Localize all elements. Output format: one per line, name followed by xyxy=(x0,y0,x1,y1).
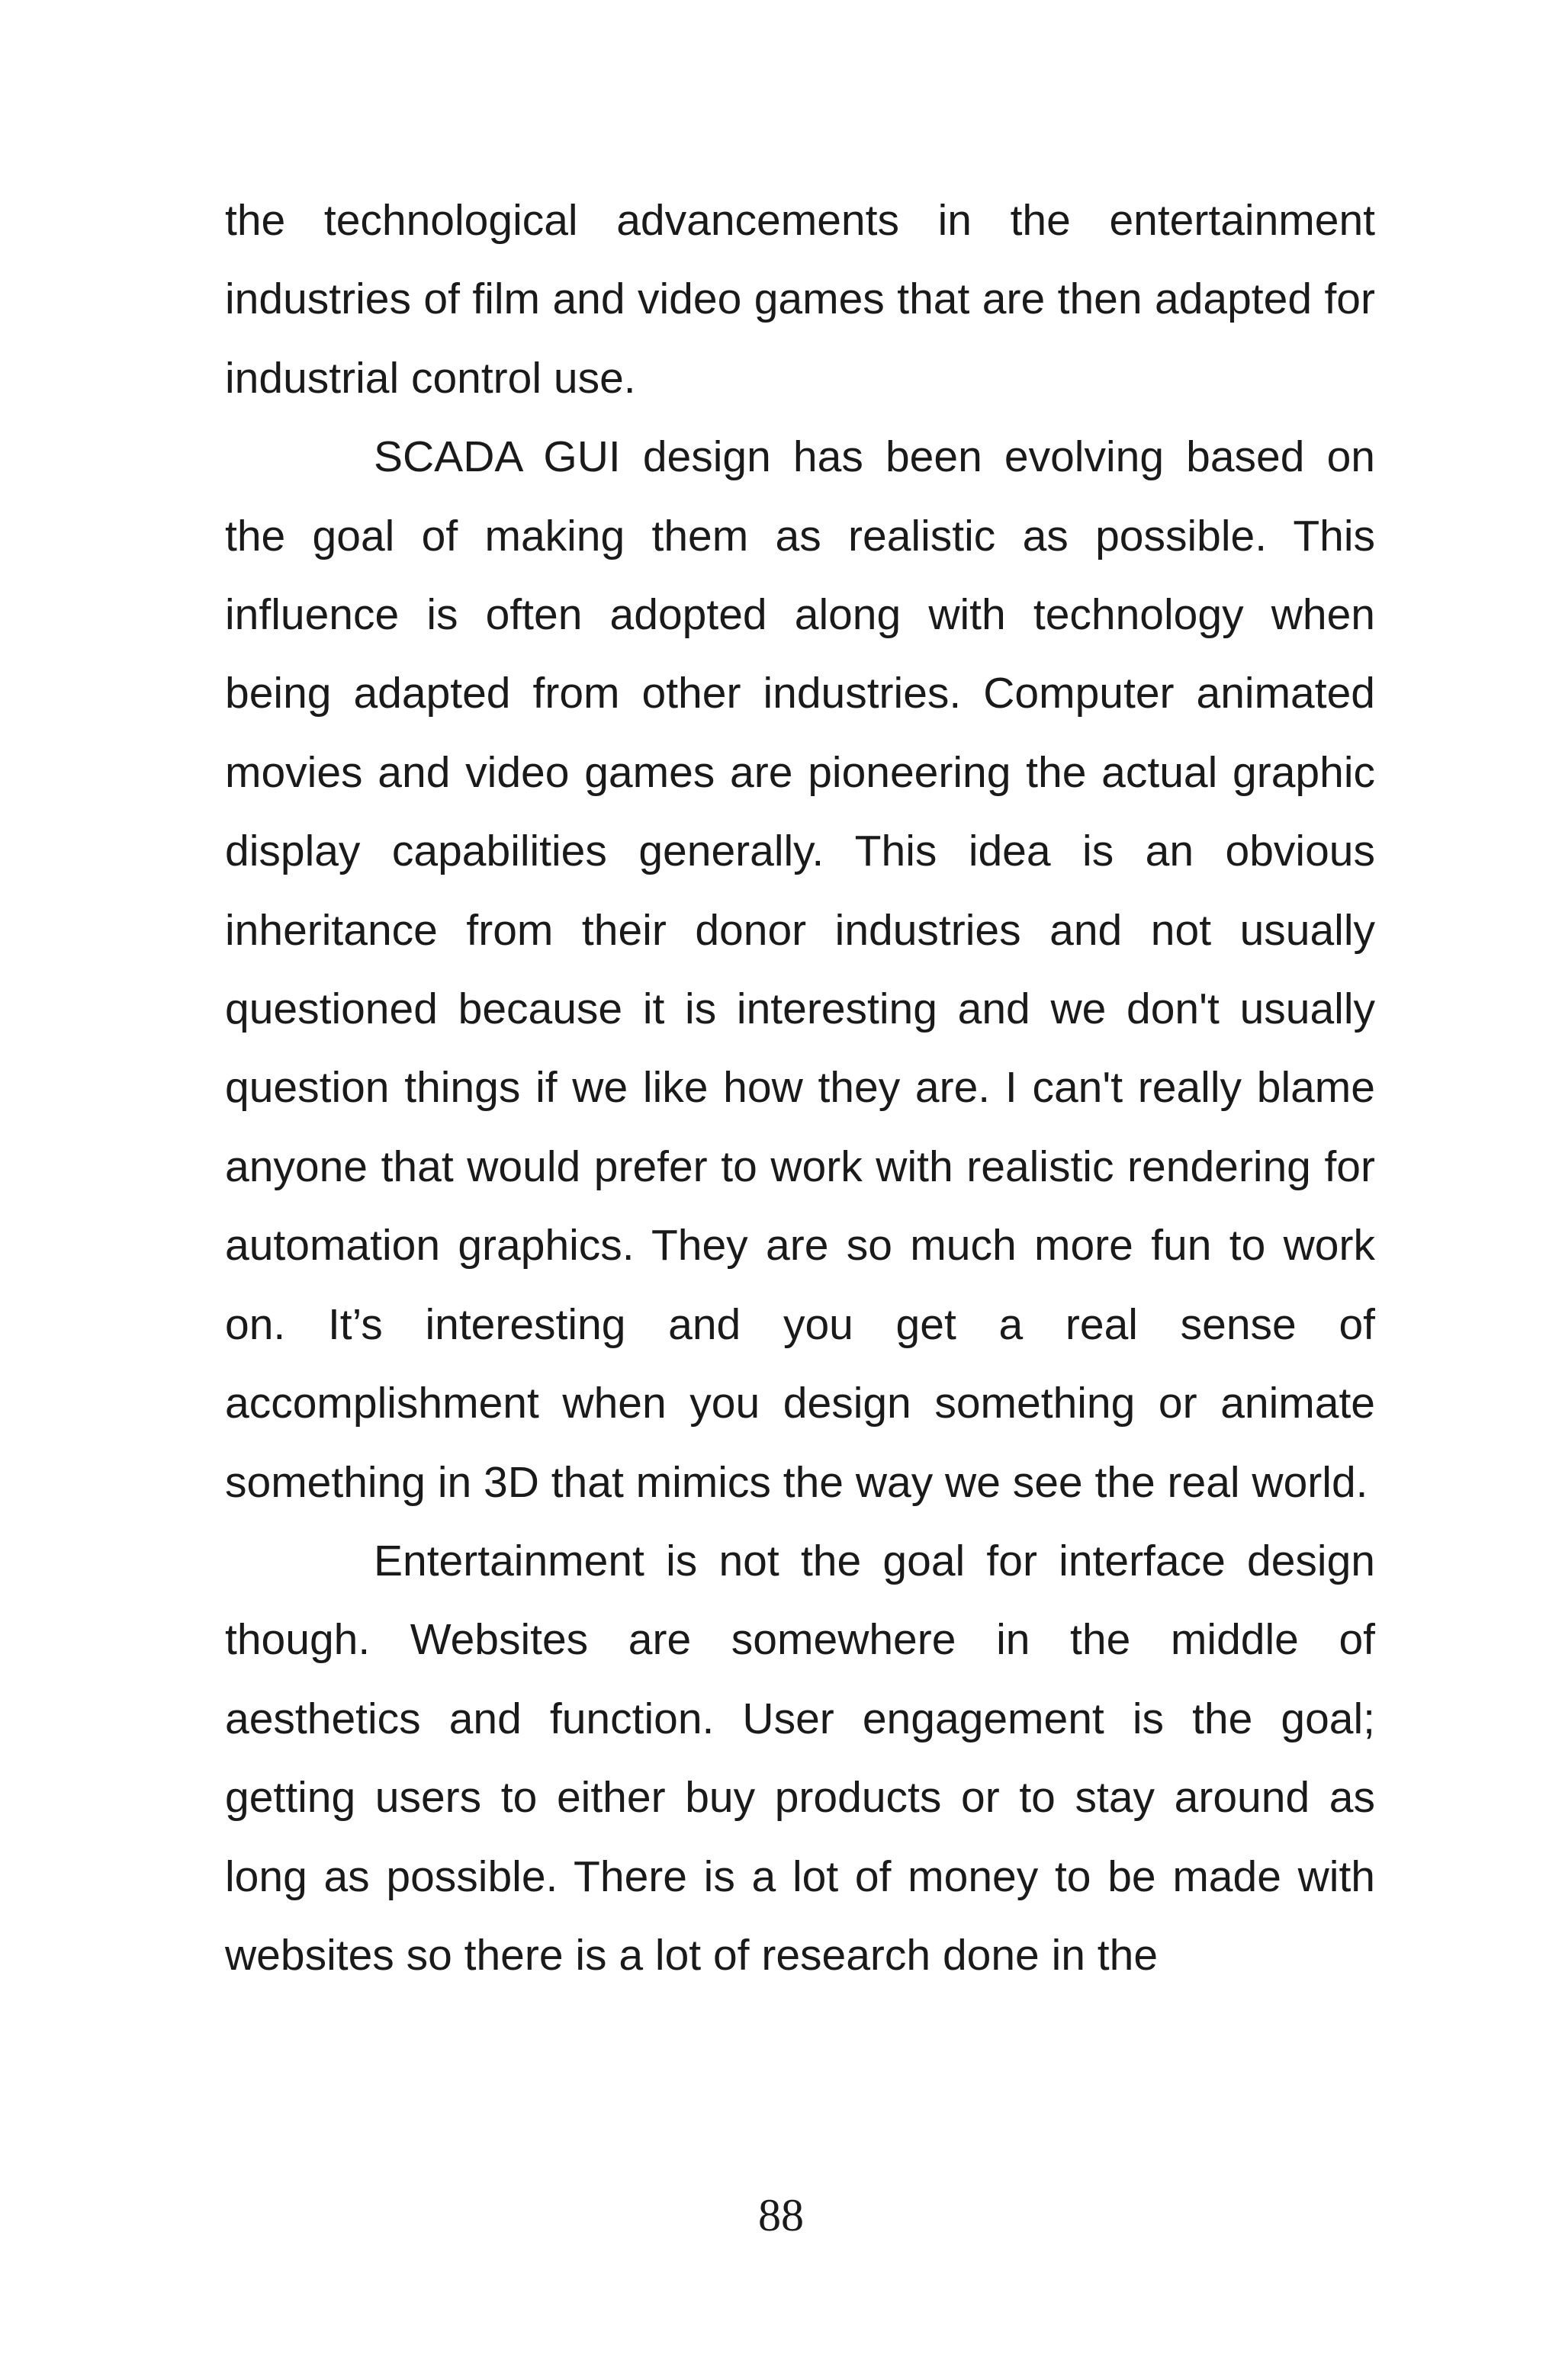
page-number: 88 xyxy=(758,2190,804,2240)
paragraph-scada-gui-design: SCADA GUI design has been evolving based on the goal of making them as realistic as possible. This influence is often adopted along with technology when being adapted from other industries. Computer animated movies and video games are pioneering the actual graphic display capabilities generally. This idea is an obvious inheritance from their donor industries and not usually questioned because it is interesting and we don't usually question things if we like how they are. I can't really blame anyone that would prefer to work with realistic rendering for automation graphics. They are so much more fun to work on. It’s interesting and you get a real sense of accomplishment when you design something or animate something in 3D that mimics the way we see the real world. xyxy=(225,432,1375,1507)
paragraph-continuation: the technological advancements in the entertainment industries of film and video games that are then adapted for industrial control use. xyxy=(225,196,1375,403)
body-text xyxy=(225,181,1375,1995)
paragraph-entertainment-goal: Entertainment is not the goal for interface design though. Websites are somewhere in the middle of aesthetics and function. User engagement is the goal; getting users to either buy products or to stay around as long as possible. There is a lot of money to be made with websites so there is a lot of research done in the xyxy=(225,1536,1375,1980)
